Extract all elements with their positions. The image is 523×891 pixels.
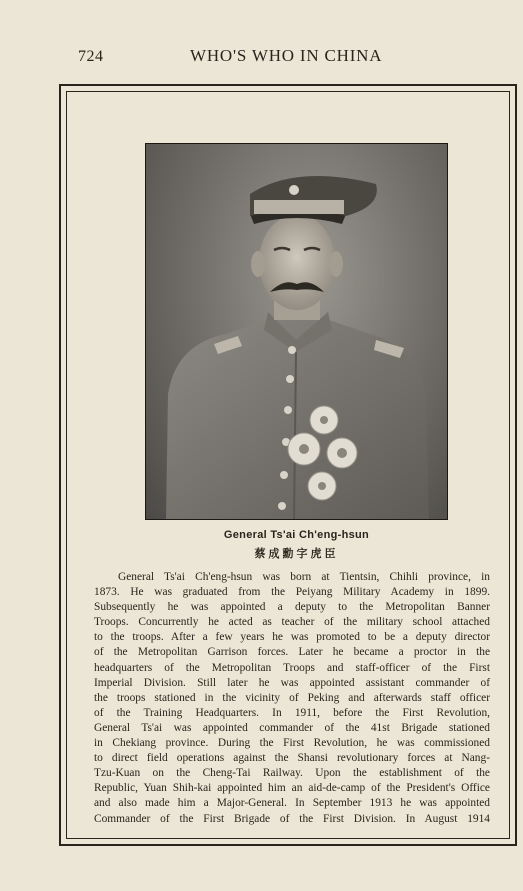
biography-line: headquarters of the Metropolitan Troops and staff-officer of the First bbox=[94, 661, 490, 674]
biography-line: in Chekiang province. During the First Revolution, he was commissioned bbox=[94, 737, 490, 750]
biography-line: of the Training Headquarters. In 1911, before the First Revolution, bbox=[94, 706, 490, 719]
biography-line: Troops. Concurrently he acted as teacher of the military school attached bbox=[94, 616, 490, 629]
portrait-caption-chinese: 蔡成勳字虎臣 bbox=[254, 547, 339, 560]
running-title: WHO'S WHO IN CHINA bbox=[190, 46, 383, 65]
biography-line: 1873. He was graduated from the Peiyang Military Academy in 1899. bbox=[94, 586, 490, 599]
biography-line: of the Metropolitan Garrison forces. Later he became a proctor in the bbox=[94, 646, 490, 659]
portrait-photograph bbox=[145, 143, 448, 520]
biography-line: General Ts'ai Ch'eng-hsun was born at Tientsin, Chihli province, in bbox=[118, 571, 490, 583]
biography-line: General Ts'ai was appointed commander of the 41st Brigade stationed bbox=[94, 721, 490, 734]
biography-line: Imperial Division. Still later he was appointed assistant commander of bbox=[94, 676, 490, 689]
page-number: 724 bbox=[78, 48, 104, 65]
biography-line: Commander of the First Brigade of the First Division. In August 1914 bbox=[94, 812, 490, 825]
biography-line: Subsequently he was appointed a deputy to the Metropolitan Banner bbox=[94, 601, 490, 614]
running-header bbox=[0, 44, 523, 70]
biography-line: the troops stationed in the vicinity of Peking and afterwards staff officer bbox=[94, 691, 490, 704]
biography-line: Republic, Yuan Shih-kai appointed him an aid-de-camp of the President's Office bbox=[94, 782, 490, 795]
biography-line: to direct field operations against the Shansi revolutionary forces at Nang- bbox=[94, 752, 490, 765]
portrait-illustration bbox=[146, 144, 448, 520]
portrait-caption: General Ts'ai Ch'eng-hsun bbox=[223, 529, 370, 541]
biography-line: Tzu-Kuan on the Cheng-Tai Railway. Upon the establishment of the bbox=[94, 767, 490, 780]
biography-line: to the troops. After a few years he was promoted to be a deputy director bbox=[94, 631, 490, 644]
biography-text bbox=[94, 570, 490, 827]
biography-line: and also made him a Major-General. In September 1913 he was appointed bbox=[94, 797, 490, 810]
